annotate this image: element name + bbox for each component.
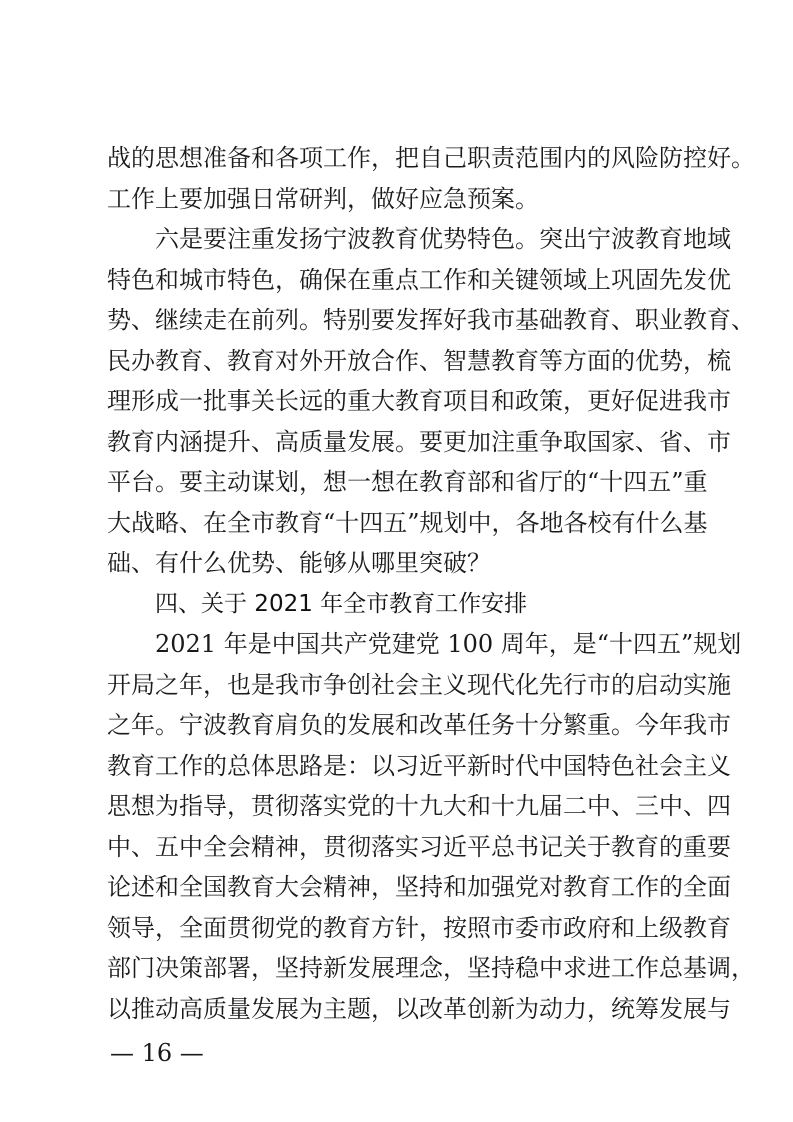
text-line: 特色和城市特色，确保在重点工作和关键领域上巩固先发优 — [107, 266, 731, 294]
text-line: 工作上要加强日常研判，做好应急预案。 — [107, 185, 539, 213]
text-line: 理形成一批事关长远的重大教育项目和政策，更好促进我市 — [107, 387, 731, 415]
text-line: 战的思想准备和各项工作，把自己职责范围内的风险防控好。 — [107, 144, 755, 172]
paragraph-first-line: 六是要注重发扬宁波教育优势特色。突出宁波教育地域 — [155, 225, 731, 253]
text-line: 领导，全面贯彻党的教育方针，按照市委市政府和上级教育 — [107, 914, 731, 942]
paragraph-first-line: 2021 年是中国共产党建党 100 周年，是“十四五”规划 — [155, 630, 742, 658]
text-line: 中、五中全会精神，贯彻落实习近平总书记关于教育的重要 — [107, 833, 731, 861]
text-line: 础、有什么优势、能够从哪里突破？ — [107, 549, 491, 577]
text-line: 势、继续走在前列。特别要发挥好我市基础教育、职业教育、 — [107, 306, 755, 334]
text-line: 大战略、在全市教育“十四五”规划中，各地各校有什么基 — [107, 509, 708, 537]
section-heading: 四、关于 2021 年全市教育工作安排 — [155, 591, 528, 617]
text-line: 教育工作的总体思路是：以习近平新时代中国特色社会主义 — [107, 752, 731, 780]
text-line: 思想为指导，贯彻落实党的十九大和十九届二中、三中、四 — [107, 792, 731, 820]
text-line: 部门决策部署，坚持新发展理念，坚持稳中求进工作总基调， — [107, 954, 755, 982]
text-line: 之年。宁波教育肩负的发展和改革任务十分繁重。今年我市 — [107, 711, 731, 739]
text-line: 以推动高质量发展为主题，以改革创新为动力，统筹发展与 — [107, 995, 731, 1023]
text-line: 平台。要主动谋划，想一想在教育部和省厅的“十四五”重 — [107, 468, 708, 496]
page-number: — 16 — — [110, 1039, 204, 1067]
text-line: 论述和全国教育大会精神，坚持和加强党对教育工作的全面 — [107, 873, 731, 901]
text-line: 民办教育、教育对外开放合作、智慧教育等方面的优势，梳 — [107, 347, 731, 375]
text-line: 开局之年，也是我市争创社会主义现代化先行市的启动实施 — [107, 671, 731, 699]
text-line: 教育内涵提升、高质量发展。要更加注重争取国家、省、市 — [107, 428, 731, 456]
